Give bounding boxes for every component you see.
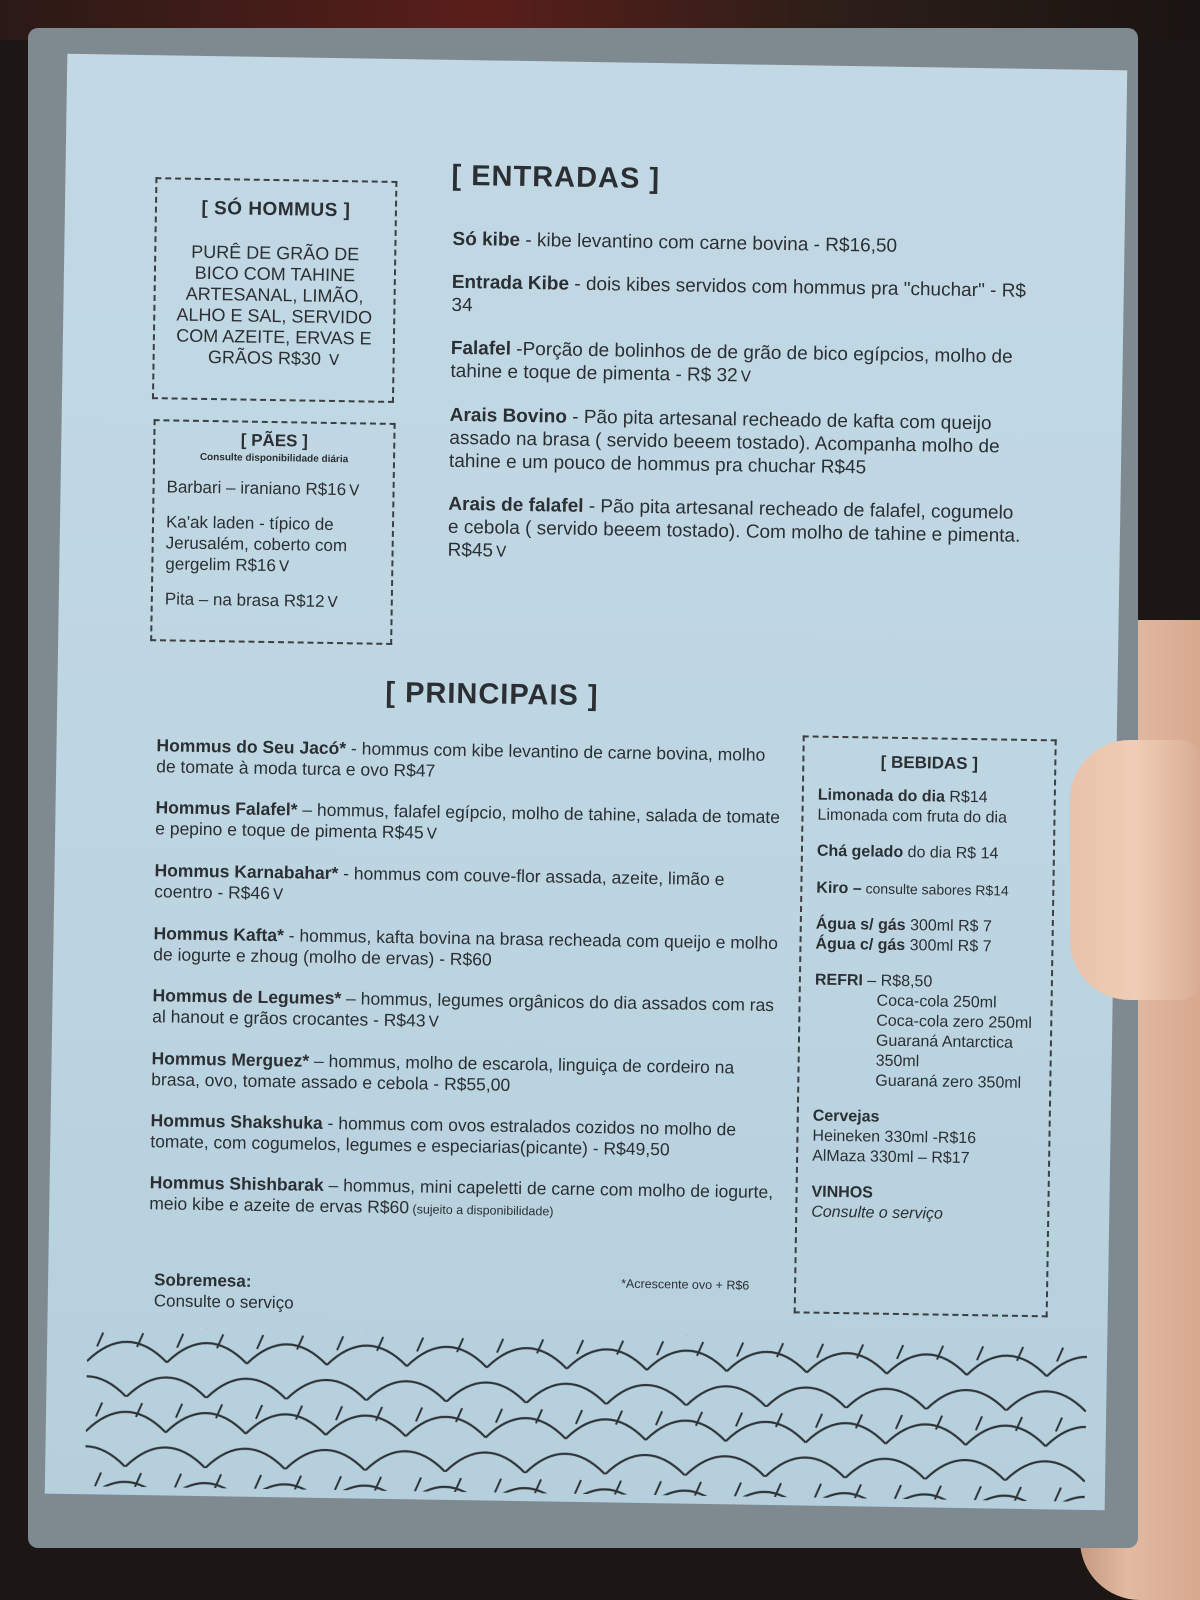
entradas-title: [ ENTRADAS ] (451, 159, 661, 196)
principal-item: Hommus Shishbarak – hommus, mini capeletti de carne com molho de iogurte, meio kibe e azeite de ervas R$60 (sujeito a disponibilidade) (149, 1172, 774, 1219)
principais-list (149, 735, 787, 1246)
principal-item: Hommus Falafel* – hommus, falafel egípcio, molho de tahine, salada de tomate e pepino e toque de pimenta R$45 ᐯ (155, 797, 781, 843)
principal-item: Hommus Merguez* – hommus, molho de escarola, linguiça de cordeiro na brasa, ovo, tomate assado e cebola - R$55,00 (151, 1048, 735, 1095)
so-hommus-box (152, 177, 397, 403)
refri-option: Coca-cola zero 250ml (876, 1012, 1033, 1033)
holding-thumb (1070, 740, 1200, 1000)
entrada-item: Arais de falafel - Pão pita artesanal recheado de falafel, cogumelo e cebola ( servido beeem tostado). Com molho de tahine e pimenta. R$45 ᐯ (447, 493, 1021, 562)
vegan-icon: ᐯ (740, 368, 752, 386)
vegan-icon: ᐯ (428, 1013, 439, 1031)
ovo-note: *Acrescente ovo + R$6 (621, 1276, 750, 1293)
bebidas-box (794, 735, 1057, 1317)
bebida-cervejas: Cervejas Heineken 330ml -R$16 AlMaza 330ml – R$17 (812, 1107, 1035, 1170)
bebida-refri: REFRI – R$8,50 Coca-cola 250ml Coca-cola zero 250ml Guaraná Antarctica 350ml Guaraná zero 350ml (813, 971, 1037, 1094)
bebida-kiro: Kiro – consulte sabores R$14 (816, 879, 1009, 899)
entrada-item: Entrada Kibe - dois kibes servidos com hommus pra "chuchar" - R$ 34 (451, 271, 1027, 317)
bebida-vinhos: VINHOS Consulte o serviço (811, 1183, 944, 1223)
entrada-item: Só kibe - kibe levantino com carne bovina - R$16,50 (452, 228, 898, 257)
cerveja-option: Heineken 330ml -R$16 (812, 1127, 977, 1148)
principal-item: Hommus Karnabahar* - hommus com couve-flor assada, azeite, limão e coentro - R$46 ᐯ (154, 860, 725, 904)
principal-item: Hommus Shakshuka - hommus com ovos estralados cozidos no molho de tomate, com cogumelos, legumes e especiarias(picante) - R$49,50 (150, 1110, 737, 1160)
vegan-icon: ᐯ (328, 351, 340, 370)
principal-item: Hommus Kafta* - hommus, kafta bovina na brasa recheada com queijo e molho de iogurte e zhoug (molho de ervas) - R$60 (153, 923, 779, 970)
bebidas-title: [ BEBIDAS ] (880, 752, 979, 774)
sobremesa-text: Consulte o serviço (153, 1291, 294, 1313)
paes-note: Consulte disponibilidade diária (199, 451, 349, 466)
paes-title: [ PÃES ] (240, 430, 309, 451)
principal-item: Hommus de Legumes* – hommus, legumes orgânicos do dia assados com ras al hanout e grãos crocantes - R$43 ᐯ (152, 985, 775, 1031)
principal-item: Hommus do Seu Jacó* - hommus com kibe levantino de carne bovina, molho de tomate à moda turca e ovo R$47 (156, 735, 766, 781)
entrada-item: Arais Bovino - Pão pita artesanal recheado de kafta com queijo assado na brasa ( servido beeem tostado). Acompanha molho de tahine e um pouco de hommus pra chuchar R$45 (448, 404, 1000, 479)
vegan-icon: ᐯ (278, 558, 290, 576)
vegan-icon: ᐯ (426, 825, 438, 843)
vegan-icon: ᐯ (495, 543, 507, 561)
refri-option: Coca-cola 250ml (876, 992, 997, 1012)
sobremesa-label: Sobremesa: (153, 1270, 252, 1291)
paes-item: Ka'ak laden - típico de Jerusalém, coberto com gergelim R$16 ᐯ (165, 512, 348, 576)
paes-item: Barbari – iraniano R$16 ᐯ (166, 477, 360, 500)
bebida-cha: Chá gelado do dia R$ 14 (816, 842, 999, 863)
paes-item: Pita – na brasa R$12 ᐯ (164, 589, 338, 612)
sobremesa (154, 1269, 294, 1313)
so-hommus-title: [ SÓ HOMMUS ] (201, 197, 351, 222)
cerveja-option: AlMaza 330ml – R$17 (812, 1147, 970, 1168)
menu-page (45, 54, 1127, 1510)
vegan-icon: ᐯ (327, 593, 338, 612)
entradas-list (447, 228, 1033, 592)
refri-option: Guaraná Antarctica 350ml (875, 1032, 1014, 1071)
so-hommus-price: R$30 (277, 348, 322, 369)
principais-title: [ PRINCIPAIS ] (385, 676, 599, 713)
decorative-chainlink-pattern (85, 1326, 1087, 1502)
bebida-agua: Água s/ gás 300ml R$ 7 Água c/ gás 300ml R$ 7 (815, 915, 992, 956)
vegan-icon: ᐯ (272, 886, 284, 904)
so-hommus-description: PURÊ DE GRÃO DE BICO COM TAHINE ARTESANAL, LIMÃO, ALHO E SAL, SERVIDO COM AZEITE, ERVAS E GRÃOS R$30 ᐯ (176, 241, 373, 370)
paes-box (150, 419, 395, 645)
availability-note: (sujeito a disponibilidade) (408, 1202, 554, 1219)
vegan-icon: ᐯ (348, 482, 360, 500)
refri-option: Guaraná zero 350ml (875, 1072, 1022, 1092)
entrada-item: Falafel -Porção de bolinhos de de grão de bico egípcios, molho de tahine e toque de pimenta - R$ 32 ᐯ (450, 337, 1013, 387)
bebida-limonada: Limonada do dia R$14 Limonada com fruta do dia (817, 786, 1008, 827)
